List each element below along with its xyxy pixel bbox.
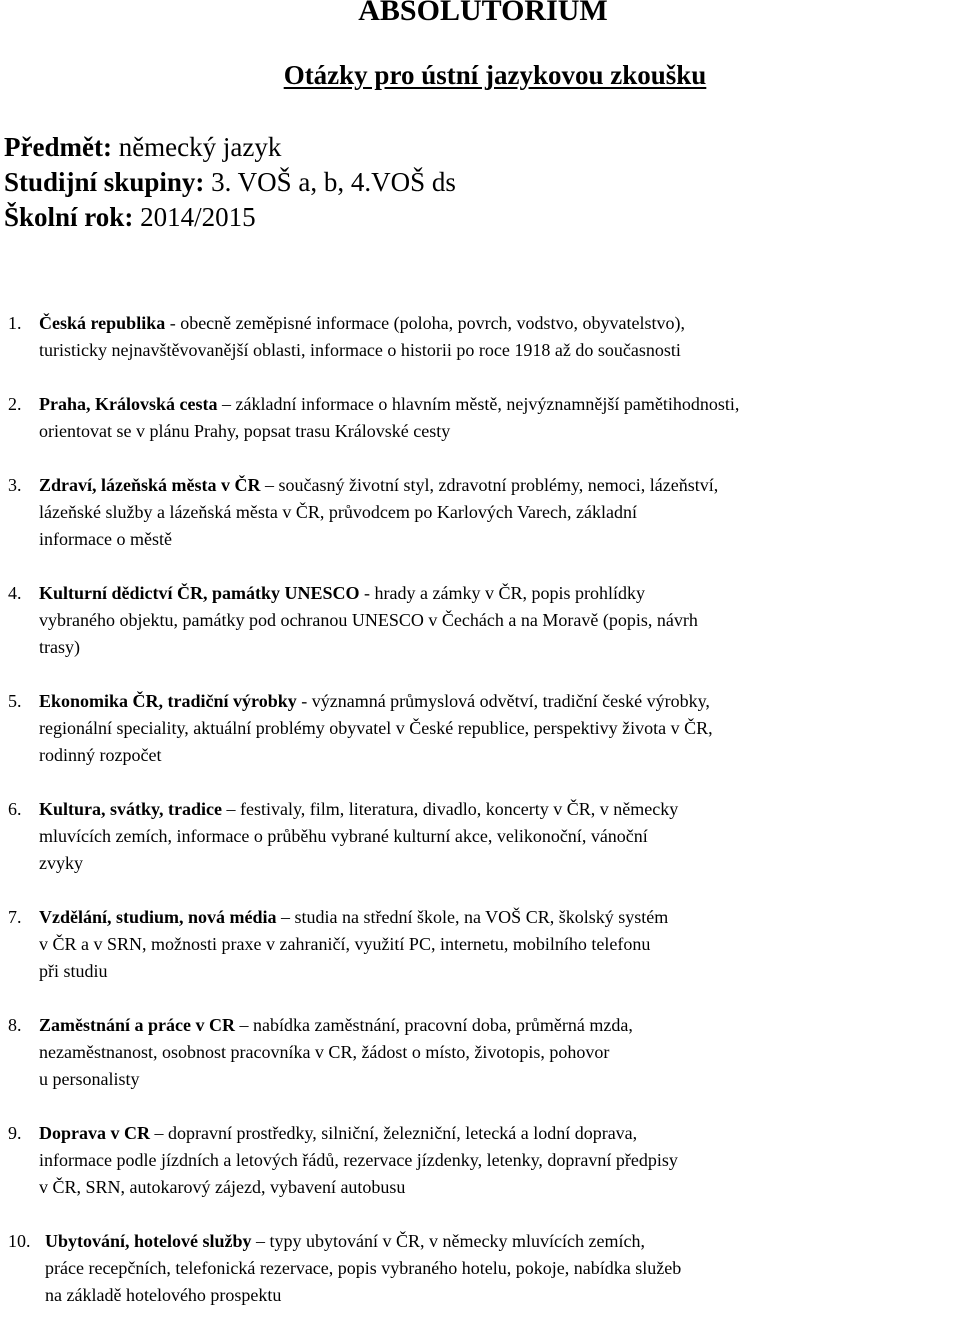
question-item (8, 310, 958, 364)
question-first-line (39, 472, 958, 499)
question-description-line: na základě hotelového prospektu (45, 1285, 282, 1305)
question-description-line: při studiu (39, 961, 108, 981)
meta-school-year-label: Školní rok: (4, 202, 134, 232)
question-description-line: v ČR a v SRN, možnosti praxe v zahraničí, využití PC, internetu, mobilního telefonu (39, 934, 651, 954)
meta-subject (4, 130, 456, 165)
question-topic: Ubytování, hotelové služby (45, 1231, 252, 1251)
question-description: – typy ubytování v ČR, v německy mluvících zemích, (251, 1231, 645, 1251)
question-description: – studia na střední škole, na VOŠ CR, školský systém (276, 907, 669, 927)
question-item (8, 1120, 958, 1201)
question-number: 4. (8, 583, 22, 603)
meta-school-year-value: 2014/2015 (133, 202, 256, 232)
meta-subject-label: Předmět: (4, 132, 112, 162)
meta-groups-label: Studijní skupiny: (4, 167, 205, 197)
question-number: 8. (8, 1015, 22, 1035)
question-description: – nabídka zaměstnání, pracovní doba, průměrná mzda, (235, 1015, 633, 1035)
question-first-line (39, 391, 958, 418)
question-description: – základní informace o hlavním městě, nejvýznamnější pamětihodnosti, (217, 394, 740, 414)
meta-groups (4, 165, 456, 200)
question-first-line (39, 688, 958, 715)
question-description-line: mluvících zemích, informace o průběhu vybrané kulturní akce, velikonoční, vánoční (39, 826, 648, 846)
question-description: - významná průmyslová odvětví, tradiční české výrobky, (296, 691, 710, 711)
question-description-line: práce recepčních, telefonická rezervace, popis vybraného hotelu, pokoje, nabídka služeb (45, 1258, 682, 1278)
question-number: 9. (8, 1123, 22, 1143)
question-description: – festivaly, film, literatura, divadlo, koncerty v ČR, v německy (222, 799, 679, 819)
question-description-line: lázeňské služby a lázeňská města v ČR, průvodcem po Karlových Varech, základní (39, 502, 637, 522)
question-item (8, 580, 958, 661)
question-description: – dopravní prostředky, silniční, železniční, letecká a lodní doprava, (150, 1123, 638, 1143)
question-first-line (45, 1228, 958, 1255)
question-item (8, 796, 958, 877)
question-first-line (39, 1120, 958, 1147)
question-number: 2. (8, 394, 22, 414)
question-topic: Ekonomika ČR, tradiční výrobky (39, 691, 297, 711)
question-description-line: vybraného objektu, památky pod ochranou UNESCO v Čechách a na Moravě (popis, návrh (39, 610, 698, 630)
question-description-line: turisticky nejnavštěvovanější oblasti, informace o historii po roce 1918 až do současnosti (39, 340, 681, 360)
question-number: 1. (8, 313, 22, 333)
question-description: - hrady a zámky v ČR, popis prohlídky (359, 583, 646, 603)
question-topic: Kulturní dědictví ČR, památky UNESCO (39, 583, 360, 603)
question-description-line: orientovat se v plánu Prahy, popsat trasu Královské cesty (39, 421, 451, 441)
question-number: 3. (8, 475, 22, 495)
question-description-line: trasy) (39, 637, 80, 657)
question-description-line: nezaměstnanost, osobnost pracovníka v CR, žádost o místo, životopis, pohovor (39, 1042, 610, 1062)
question-item (8, 904, 958, 985)
question-description-line: informace podle jízdních a letových řádů, rezervace jízdenky, letenky, dopravní předpisy (39, 1150, 678, 1170)
question-description-line: informace o městě (39, 529, 172, 549)
question-list (8, 310, 958, 1336)
question-description-line: v ČR, SRN, autokarový zájezd, vybavení autobusu (39, 1177, 406, 1197)
question-description-line: u personalisty (39, 1069, 140, 1089)
question-topic: Vzdělání, studium, nová média (39, 907, 277, 927)
meta-subject-value: německý jazyk (111, 132, 282, 162)
question-item (8, 688, 958, 769)
question-number: 5. (8, 691, 22, 711)
question-topic: Doprava v CR (39, 1123, 150, 1143)
question-number: 10. (8, 1231, 31, 1251)
document-meta (4, 130, 456, 235)
question-description: - obecně zeměpisné informace (poloha, povrch, vodstvo, obyvatelstvo), (165, 313, 686, 333)
question-first-line (39, 1012, 958, 1039)
question-topic: Zdraví, lázeňská města v ČR (39, 475, 261, 495)
question-description-line: regionální speciality, aktuální problémy obyvatel v České republice, perspektivy života v ČR, (39, 718, 713, 738)
question-topic: Kultura, svátky, tradice (39, 799, 222, 819)
question-first-line (39, 904, 958, 931)
document-title: ABSOLUTORIUM (358, 0, 608, 27)
question-number: 6. (8, 799, 22, 819)
question-number: 7. (8, 907, 22, 927)
question-first-line (39, 580, 958, 607)
question-first-line (39, 796, 958, 823)
question-description: – současný životní styl, zdravotní problémy, nemoci, lázeňství, (260, 475, 719, 495)
question-description-line: zvyky (39, 853, 83, 873)
question-item (8, 391, 958, 445)
question-description-line: rodinný rozpočet (39, 745, 162, 765)
question-topic: Česká republika (39, 313, 166, 333)
question-topic: Praha, Královská cesta (39, 394, 218, 414)
meta-groups-value: 3. VOŠ a, b, 4.VOŠ ds (204, 167, 456, 197)
question-item (8, 1012, 958, 1093)
question-item (8, 1228, 958, 1309)
document-subtitle: Otázky pro ústní jazykovou zkoušku (283, 60, 707, 90)
question-topic: Zaměstnání a práce v CR (39, 1015, 235, 1035)
question-first-line (39, 310, 958, 337)
meta-school-year (4, 200, 456, 235)
question-item (8, 472, 958, 553)
